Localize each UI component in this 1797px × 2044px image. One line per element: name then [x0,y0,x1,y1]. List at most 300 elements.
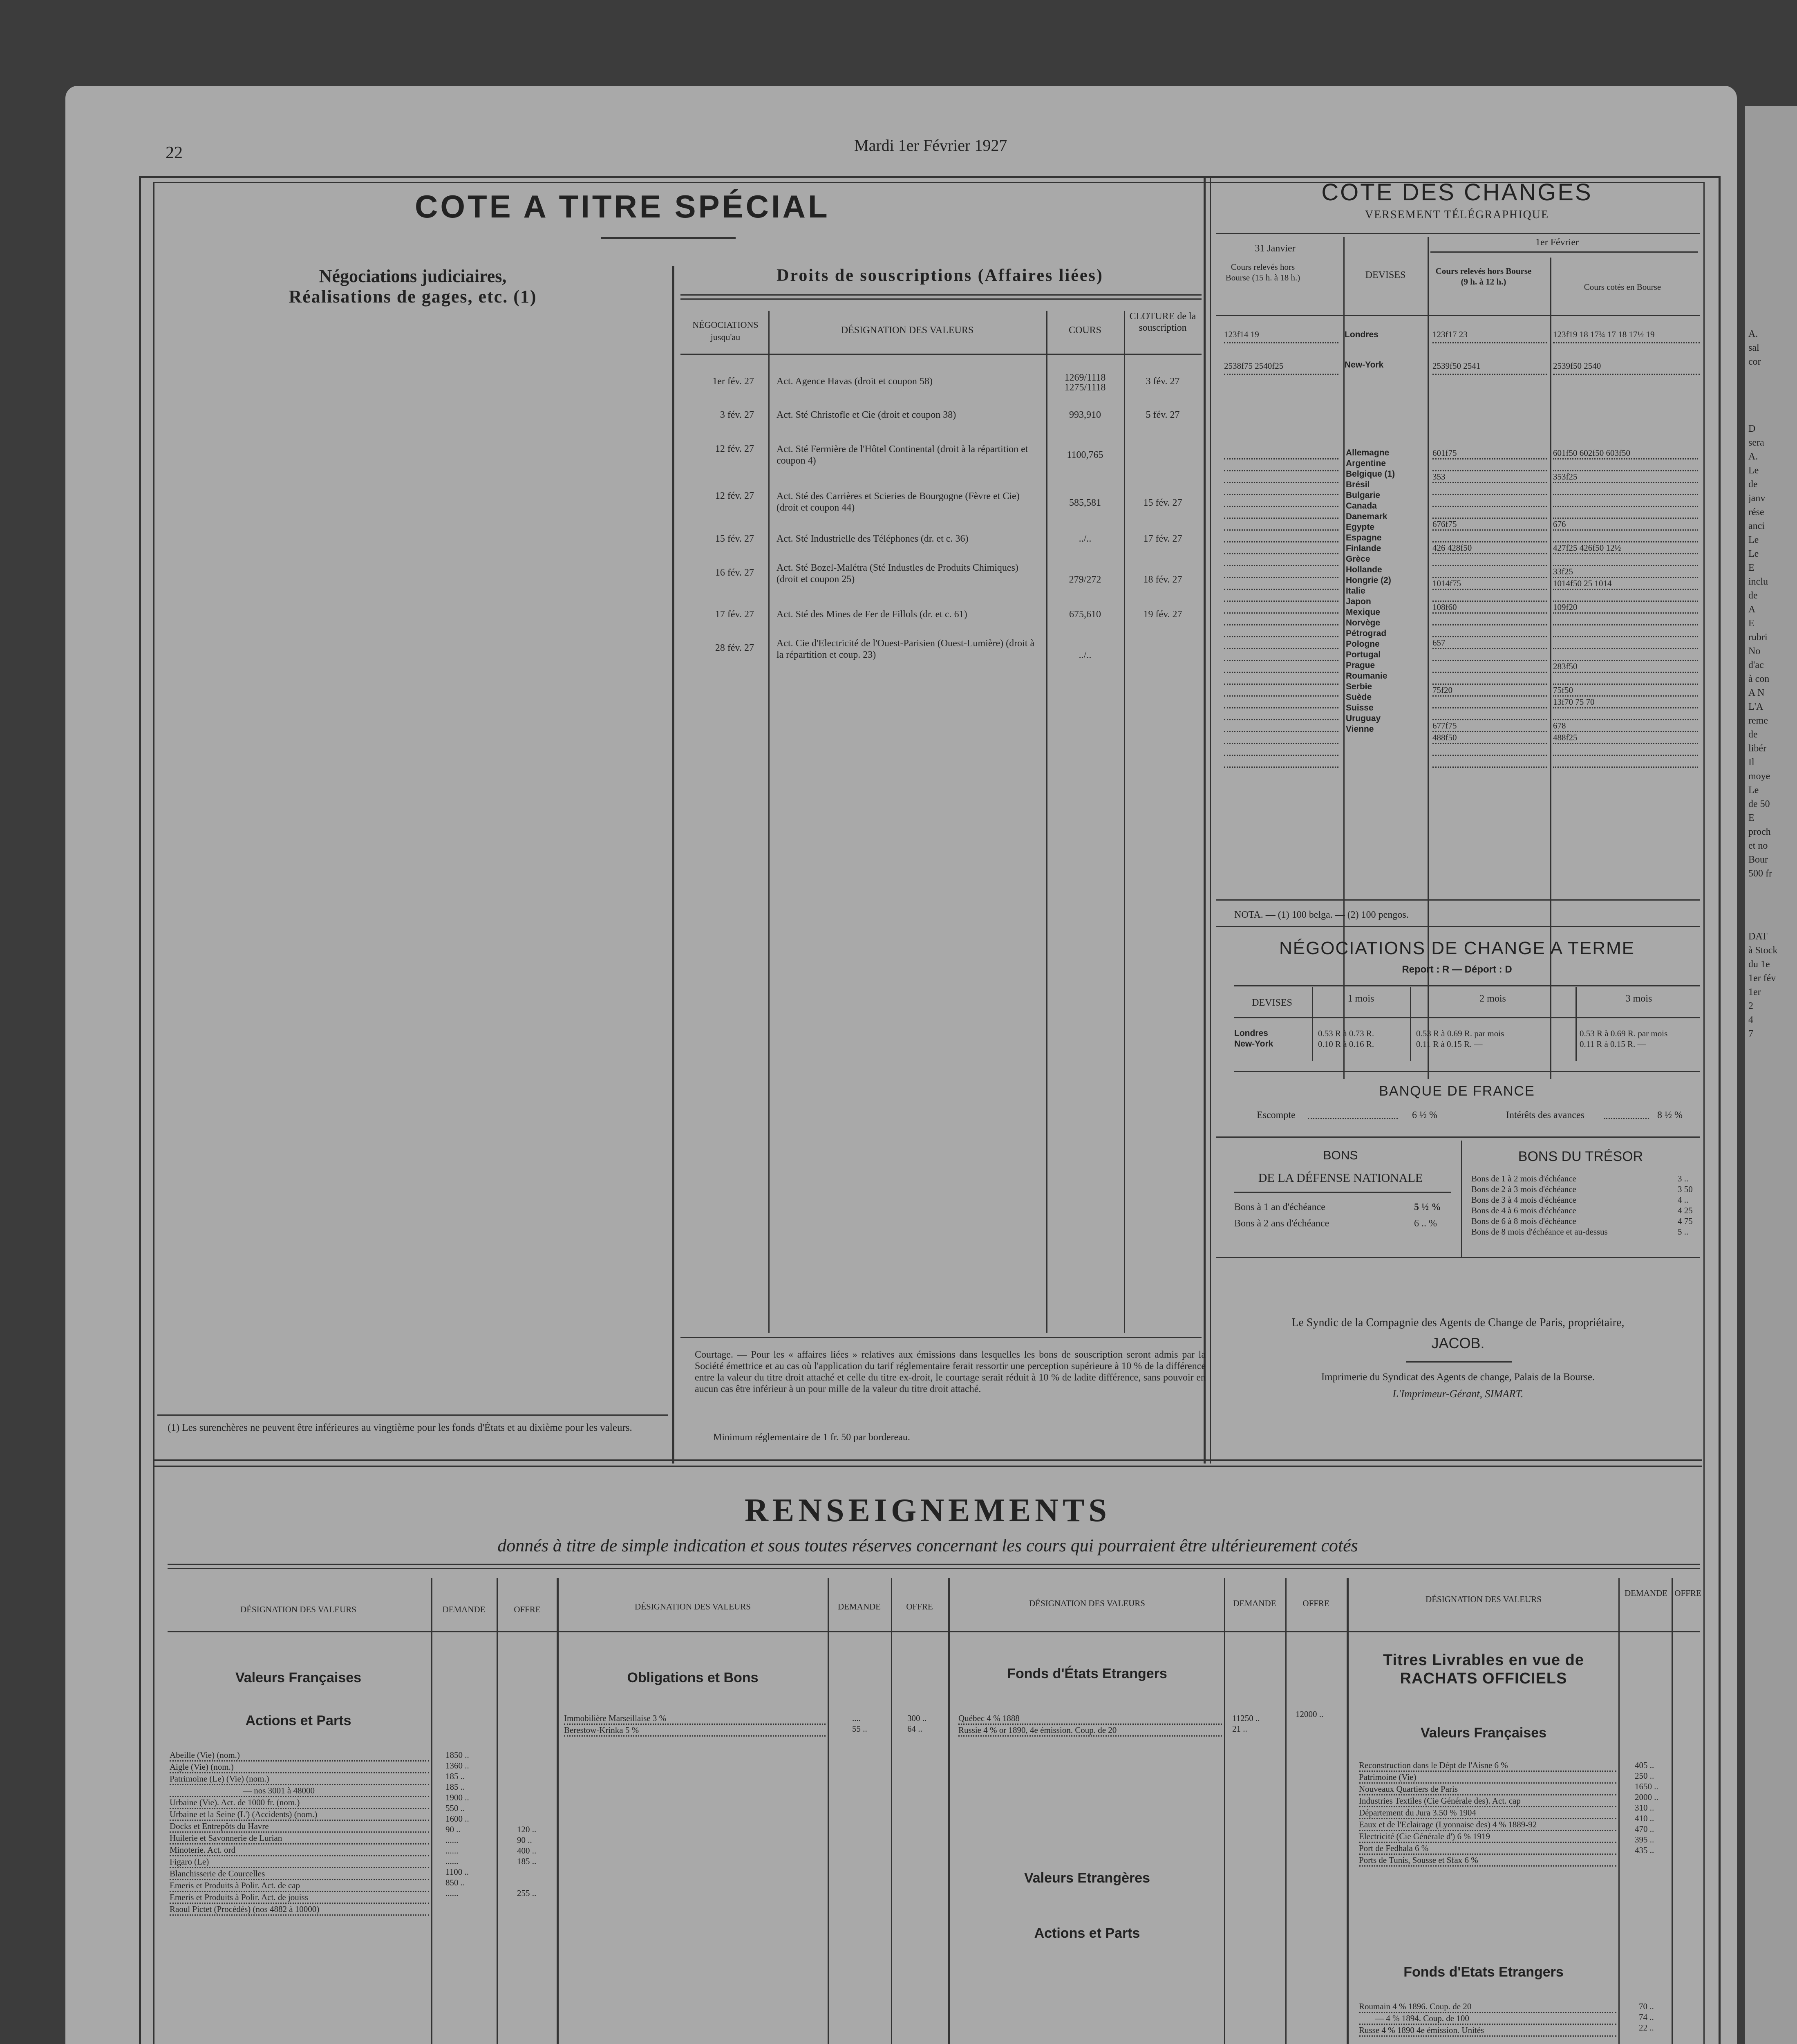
fragment: A [1748,604,1756,615]
value: 55 .. [852,1724,867,1734]
col4-items2 [1359,2001,1616,2037]
rens-h-demande: DEMANDE [1625,1588,1667,1598]
cell: 426 428f50 [1432,542,1547,554]
rens-vline [948,1578,950,2044]
title-rule [601,237,736,239]
devise: Hongrie (2) [1346,576,1391,585]
row-date: 28 fév. 27 [715,643,754,653]
col3-heading: Fonds d'États Etrangers [1007,1666,1167,1681]
rens-vline [828,1578,829,2044]
fragment: rése [1748,507,1764,518]
col-cours: COURS [1068,325,1102,336]
fragment: E [1748,563,1754,573]
terme-m3 [1580,1028,1698,1049]
col3-items [958,1713,1222,1737]
fragment: Le [1748,465,1759,476]
fragment: E [1748,618,1754,629]
value: 12000 .. [1296,1709,1324,1719]
value: 1100 .. [445,1867,469,1877]
interets-label: Intérêts des avances [1506,1110,1584,1121]
col4-demande [1635,1760,1669,1856]
row-cours: 1269/1118 1275/1118 [1064,372,1106,393]
changes-header-rule [1216,315,1700,316]
cell [1432,673,1547,685]
devise: Bulgarie [1346,491,1381,500]
cell: 1014f50 25 1014 [1553,578,1698,590]
rens-vline [1224,1578,1225,2044]
cell [1432,507,1547,519]
fragment: 1er [1748,987,1761,997]
h-devises: DEVISES [1365,270,1406,280]
fragment: A. [1748,451,1758,462]
rens-h-designation: DÉSIGNATION DES VALEURS [1029,1598,1145,1608]
cell: 0.53 R à 0.69 R. par mois [1580,1029,1668,1038]
bon-val: 3 .. [1678,1174,1689,1183]
fragment: Le [1748,785,1759,796]
row-designation: Act. Cie d'Electricité de l'Ouest-Parisien (Ouest-Lumière) (droit à la répartition et coup. 23) [777,638,1035,660]
devise: Suède [1346,693,1372,702]
bon-val: 3 50 [1678,1184,1693,1194]
value [517,1803,556,1813]
devise: Londres [1234,1029,1268,1038]
devise: Mexique [1346,607,1381,617]
droits-rule-1 [680,294,1202,296]
col1-heading-1: Valeurs Françaises [235,1670,362,1685]
terme-col-3 [1575,987,1577,1061]
fragment: Le [1748,549,1759,559]
bons-tresor-list [1471,1173,1676,1237]
cell: 353 [1432,471,1547,483]
cell [1553,554,1698,566]
syndic-rule [1406,1361,1512,1363]
list-item: Raoul Pictet (Procédés) (nos 4882 à 10000) [170,1904,429,1916]
list-item: Emeris et Produits à Polir. Act. de jouiss [170,1892,429,1904]
cell [1224,507,1338,519]
devise: Japon [1346,597,1371,606]
value [1296,1719,1345,1730]
cell [1224,673,1338,685]
devise: Pétrograd [1346,629,1387,638]
fragment: et no [1748,840,1768,851]
cell [1553,531,1698,542]
list-item: Industries Textiles (Cie Générale des). Act. cap [1359,1795,1616,1807]
cell [1224,471,1338,483]
rens-header-rule [168,1631,1700,1632]
cell [1432,483,1547,495]
value: 470 .. [1635,1824,1654,1834]
cell [1432,343,1547,359]
cell: 75f50 [1553,685,1698,697]
fragment: 2 [1748,1001,1753,1011]
fragment: anci [1748,521,1765,531]
list-item: Urbaine et la Seine (L') (Accidents) (nom.) [170,1809,429,1821]
terme-col-1 [1312,987,1313,1061]
bon-val: 5 .. [1678,1227,1689,1237]
cotes-body [1553,448,1698,768]
cell: 2539f50 2541 [1432,359,1547,375]
fragment: A. [1748,329,1758,339]
divider-changes [1204,176,1206,1464]
cell [1224,625,1338,637]
value: 250 .. [1635,1771,1654,1781]
value [517,1760,556,1771]
row-cloture: 19 fév. 27 [1143,609,1182,620]
rens-vline [1672,1578,1673,2044]
cell [1224,483,1338,495]
col4-demande2 [1639,2001,1669,2033]
col4-items [1359,1760,1616,1867]
fragment: inclu [1748,576,1768,587]
bons-def-rule [1234,1192,1451,1193]
changes-title: COTE DES CHANGES [1321,179,1593,206]
escompte-value: 6 ½ % [1412,1110,1437,1121]
col-negociations: NÉGOCIATIONS jusqu'au [692,320,759,342]
droits-title: Droits de souscriptions (Affaires liées) [777,266,1103,285]
list-item: Port de Fedhala 6 % [1359,1843,1616,1855]
row-date: 12 fév. 27 [715,444,754,454]
fragment: du 1e [1748,959,1770,970]
banque-rule [1216,1136,1700,1138]
renseignements-title: RENSEIGNEMENTS [745,1493,1111,1529]
cell [1224,542,1338,554]
col-designation: DÉSIGNATION DES VALEURS [841,325,974,336]
devise: New-York [1234,1039,1273,1049]
droits-header-rule [680,354,1202,355]
list-item: — 4 % 1894. Coup. de 100 [1359,2013,1616,2025]
cell [1553,756,1698,768]
row-cours: 675,610 [1069,609,1101,620]
fragment: reme [1748,715,1768,726]
list-item: Huilerie et Savonnerie de Lurian [170,1833,429,1845]
divider-renseignements-2 [153,1466,1702,1467]
fragment: de [1748,479,1758,490]
terme-h-3: 3 mois [1625,993,1652,1004]
devise: New-York [1345,360,1384,370]
value: 120 .. [517,1824,537,1834]
row-cours: 279/272 [1069,574,1101,585]
list-item: Docks et Entrepôts du Havre [170,1821,429,1833]
bons-def-val: 5 ½ % [1414,1202,1441,1213]
list-item: Québec 4 % 1888 [958,1713,1222,1725]
devise: Uruguay [1346,714,1381,723]
row-designation: Act. Sté Fermière de l'Hôtel Continental (droit à la répartition et coupon 4) [777,444,1028,466]
devises-body [1346,448,1427,735]
col1-demande [445,1750,495,1898]
cell [1432,697,1547,708]
fragment: de [1748,729,1758,740]
rens-vline [891,1578,892,2044]
value [517,1750,556,1760]
fragment: libér [1748,743,1766,754]
value: 185 .. [445,1782,465,1792]
fragment: proch [1748,827,1771,837]
renseignements-subtitle: donnés à titre de simple indication et sous toutes réserves concernant les cours qui pourraient être ultérieurement cotés [497,1535,1358,1555]
fragment: Il [1748,757,1754,768]
bons-def-row: Bons à 2 ans d'échéance [1234,1218,1329,1229]
cell [1224,720,1338,732]
devise: Egypte [1346,522,1375,532]
cell [1224,614,1338,625]
cell: 353f25 [1553,471,1698,483]
fragment: E [1748,813,1754,823]
value: ...... [445,1846,459,1856]
page-number: 22 [166,143,183,162]
cell [1432,614,1547,625]
terme-header-rule [1234,1017,1700,1018]
cell [1224,744,1338,756]
releves-body [1432,448,1547,768]
list-item: Emeris et Produits à Polir. Act. de cap [170,1880,429,1892]
rens-h-designation: DÉSIGNATION DES VALEURS [635,1602,751,1611]
cell: 1014f75 [1432,578,1547,590]
changes-31-list [1224,327,1338,375]
bons-def-title-2: DE LA DÉFENSE NATIONALE [1258,1171,1423,1185]
terme-h-1: 1 mois [1347,993,1374,1004]
devise: Canada [1346,501,1377,511]
bons-bottom-rule [1216,1257,1700,1258]
terme-h-2: 2 mois [1479,993,1506,1004]
col-1-fev: 1er Février [1535,237,1579,248]
devise: Portugal [1346,650,1381,659]
row-designation: Act. Sté Bozel-Malétra (Sté Industles de Produits Chimiques) (droit et coupon 25) [777,563,1018,585]
list-item: Blanchisserie de Courcelles [170,1868,429,1880]
divider-renseignements [153,1459,1702,1461]
list-item: Russie 4 % or 1890, 4e émission. Coup. de 20 [958,1725,1222,1737]
fragment: 4 [1748,1015,1753,1025]
cell [1432,590,1547,602]
cell [1224,495,1338,507]
syndic-name: JACOB. [1431,1335,1485,1351]
right-page-fragments [1748,327,1797,1431]
changes-subtitle: VERSEMENT TÉLÉGRAPHIQUE [1365,208,1549,221]
fragment: moye [1748,771,1770,782]
value: 21 .. [1232,1724,1247,1734]
list-item: Reconstruction dans le Dépt de l'Aisne 6 % [1359,1760,1616,1772]
changes-31-body [1224,448,1338,768]
droits-rows [680,372,1204,670]
devise [1345,342,1426,357]
devise: Hollande [1346,565,1382,574]
row-date: 1er fév. 27 [712,376,754,387]
cell [1224,697,1338,708]
fragment: de [1748,590,1758,601]
list-item: Immobilière Marseillaise 3 % [564,1713,826,1725]
value: 435 .. [1635,1845,1654,1855]
bons-def-row: Bons à 1 an d'échéance [1234,1202,1325,1213]
value: 310 .. [1635,1803,1654,1813]
fragment: Bour [1748,854,1768,865]
interets-leader [1604,1118,1649,1119]
value: 1650 .. [1635,1782,1658,1791]
rens-h-offre: OFFRE [1674,1588,1701,1598]
cell: 0.11 R à 0.15 R. — [1580,1039,1646,1049]
fragment: L'A [1748,702,1763,712]
value: .... [852,1713,861,1723]
terme-m2 [1416,1028,1575,1049]
escompte-leader [1308,1118,1398,1119]
cell: 676f75 [1432,519,1547,531]
fragment: No [1748,646,1761,657]
devise: Grèce [1346,554,1370,564]
cell [1224,566,1338,578]
value [517,1877,556,1888]
cell: 2539f50 2540 [1553,359,1700,375]
page-date: Mardi 1er Février 1927 [854,136,1007,155]
list-item: Abeille (Vie) (nom.) [170,1750,429,1762]
cell [1553,507,1698,519]
value: ...... [445,1835,459,1845]
value: 550 .. [445,1803,465,1813]
bon-val: 4 .. [1678,1195,1689,1205]
row-designation: Act. Sté Christofle et Cie (droit et coupon 38) [777,410,956,420]
bons-def-title-1: BONS [1323,1149,1358,1162]
fragment: Le [1748,535,1759,545]
cell [1224,708,1338,720]
interets-value: 8 ½ % [1657,1110,1683,1121]
judiciaires-heading-1: Négociations judiciaires, [319,266,507,286]
cell: 678 [1553,720,1698,732]
devise: Vienne [1346,724,1374,734]
list-item: Electricité (Cie Générale d') 6 % 1919 [1359,1831,1616,1843]
rens-h-offre: OFFRE [514,1605,541,1614]
fragment: sal [1748,343,1759,353]
devise: Argentine [1346,459,1386,468]
col2-items [564,1713,826,1737]
list-item: Minoterie. Act. ord [170,1845,429,1856]
terme-bottom-rule [1234,1071,1700,1072]
devises-head [1345,327,1426,372]
cell [1432,566,1547,578]
cell: 488f25 [1553,732,1698,744]
list-item: Département du Jura 3.50 % 1904 [1359,1807,1616,1819]
syndic-line: Le Syndic de la Compagnie des Agents de Change de Paris, propriétaire, [1291,1316,1625,1329]
devise: Roumanie [1346,671,1387,681]
releves-head [1432,327,1547,375]
fragment: 7 [1748,1029,1753,1039]
col3-offre [1296,1709,1345,1730]
bon-row: Bons de 6 à 8 mois d'échéance [1471,1216,1576,1226]
col2-demande [852,1713,889,1734]
value: 90 .. [517,1835,532,1845]
row-cloture: 3 fév. 27 [1146,376,1180,387]
devise: Italie [1346,586,1365,596]
cell [1224,590,1338,602]
cell: 657 [1432,637,1547,649]
cell: 13f70 75 70 [1553,697,1698,708]
list-item: Urbaine (Vie). Act. de 1000 fr. (nom.) [170,1797,429,1809]
judiciaires-heading-2: Réalisations de gages, etc. (1) [289,287,537,307]
terme-title: NÉGOCIATIONS DE CHANGE A TERME [1279,938,1635,958]
col4-heading-3: Valeurs Françaises [1420,1725,1547,1741]
value: 11250 .. [1232,1713,1260,1723]
cell [1553,708,1698,720]
cell [1432,459,1547,471]
fragment: à con [1748,674,1770,684]
list-item: Patrimoine (Le) (Vie) (nom.) [170,1773,429,1785]
rens-h-demande: DEMANDE [838,1602,881,1611]
row-cloture: 15 fév. 27 [1143,498,1182,508]
devise: Danemark [1346,512,1387,521]
courtage-rule [680,1337,1202,1338]
list-item: Russe 4 % 1890 4e émission. Unités [1359,2025,1616,2037]
row-date: 15 fév. 27 [715,533,754,544]
row-date: 12 fév. 27 [715,491,754,501]
cell [1224,756,1338,768]
value: 850 .. [445,1878,465,1887]
col4-heading-2: RACHATS OFFICIELS [1400,1670,1567,1687]
value: 405 .. [1635,1760,1654,1770]
devise: Suisse [1346,703,1374,713]
cell: 601f50 602f50 603f50 [1553,448,1698,459]
col1-items [170,1750,429,1916]
cell: 0.10 R à 0.16 R. [1318,1039,1374,1049]
col1-heading-2: Actions et Parts [245,1713,351,1728]
cell [1224,732,1338,744]
cell [1553,495,1698,507]
rens-vline [557,1578,559,2044]
rens-h-designation: DÉSIGNATION DES VALEURS [240,1605,356,1614]
list-item: Nouveaux Quartiers de Paris [1359,1784,1616,1795]
cell [1224,531,1338,542]
divider-droits [672,266,674,1464]
cell [1432,756,1547,768]
rens-h-offre: OFFRE [906,1602,933,1611]
value: 74 .. [1639,2012,1654,2022]
cell [1224,578,1338,590]
terme-col-2 [1410,987,1411,1061]
cell: 283f50 [1553,661,1698,673]
devise: Finlande [1346,544,1381,553]
bons-def-val: 6 .. % [1414,1218,1437,1229]
fragment: cor [1748,356,1761,367]
devise: Brésil [1346,480,1370,489]
value: 1850 .. [445,1750,469,1760]
terme-h-devises: DEVISES [1252,997,1292,1008]
cell [1432,661,1547,673]
cell: 601f75 [1432,448,1547,459]
fragment: de 50 [1748,799,1770,809]
devise: Belgique (1) [1346,469,1395,479]
fragment: à Stock [1748,945,1778,956]
cell [1432,649,1547,661]
value: 255 .. [517,1888,537,1898]
col3-heading-2: Valeurs Etrangères [1024,1870,1150,1886]
row-cours: ../.. [1079,533,1092,544]
row-cours: 585,581 [1069,498,1101,508]
cell: 33f25 [1553,566,1698,578]
col4-heading-4: Fonds d'Etats Etrangers [1403,1964,1564,1980]
value: 90 .. [445,1824,461,1834]
cell [1432,744,1547,756]
rens-h-demande: DEMANDE [1233,1598,1276,1608]
fev-rule [1430,251,1698,253]
bon-row: Bons de 4 à 6 mois d'échéance [1471,1206,1576,1215]
cell [1224,343,1338,359]
spacer [1748,369,1797,422]
terme-rule [1234,985,1700,986]
value: 22 .. [1639,2023,1654,2033]
row-designation: Act. Sté des Carrières et Scieries de Bourgogne (Fèvre et Cie) (droit et coupon 44) [777,491,1020,513]
row-cloture: 18 fév. 27 [1143,574,1182,585]
value: 185 .. [445,1771,465,1781]
cell [1553,590,1698,602]
col-cloture: CLOTURE de la souscription [1129,311,1196,333]
rens-top-rule-2 [168,1568,1700,1569]
bons-divider [1461,1141,1462,1257]
rens-vline [497,1578,498,2044]
row-designation: Act. Sté des Mines de Fer de Fillols (dr. et c. 61) [777,609,967,620]
fragment: D [1748,424,1756,434]
